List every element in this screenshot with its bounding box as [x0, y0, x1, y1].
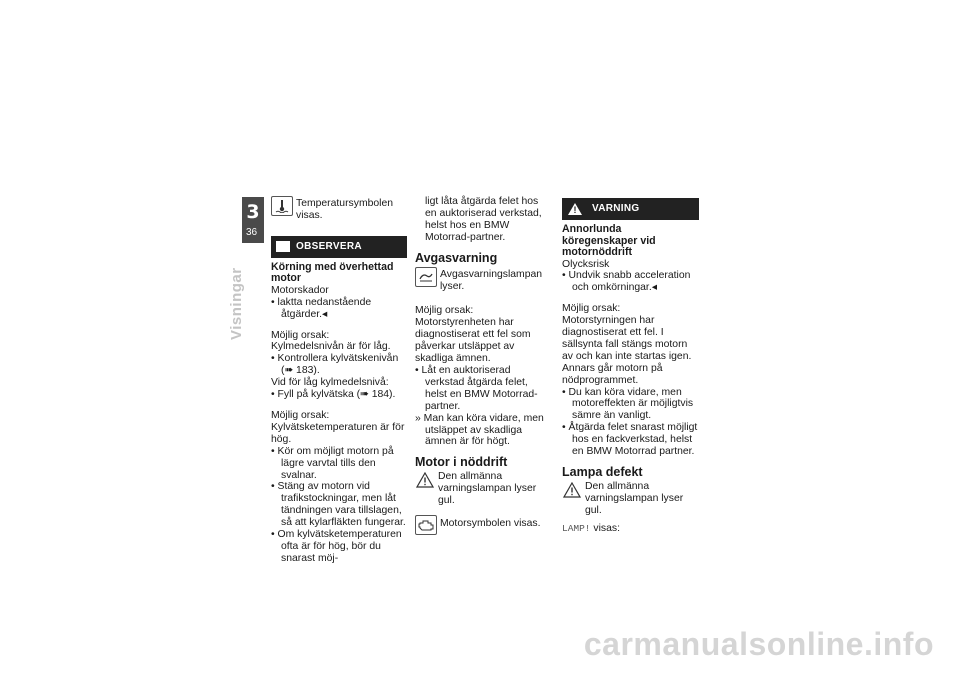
column-2	[415, 196, 551, 535]
cause-label: Möjlig orsak:	[562, 303, 621, 315]
notice-banner	[271, 236, 407, 258]
cause-label: Möjlig orsak:	[271, 409, 330, 421]
general-warning-icon	[562, 481, 582, 499]
heading-motor-noddrift: Motor i nöddrift	[415, 455, 508, 470]
heading-lampa-defekt: Lampa defekt	[562, 465, 643, 479]
warning-triangle-icon: !	[568, 203, 582, 215]
exhaust-icon	[415, 267, 437, 287]
bullet: • Låt en auktoriserad verkstad åtgärda felet, helst en BMW Motorrad-partner.	[415, 364, 538, 412]
lead-text: Motorskador	[271, 284, 329, 296]
bullet: » Man kan köra vidare, men utsläppet av skadliga ämnen är för högt.	[415, 412, 544, 448]
column-1	[271, 196, 407, 565]
section-label: Visningar	[228, 267, 245, 340]
lampa-lamp-row	[562, 481, 699, 517]
lampa-lamp-text: Den allmänna varningslampan lyser gul.	[585, 481, 684, 516]
motor-symbol-text: Motorsymbolen visas.	[440, 518, 541, 530]
text: Vid för låg kylmedelsnivå:	[271, 377, 389, 389]
bullet-text: Kontrollera kylvätskenivån (➠ 183).	[277, 353, 399, 377]
temp-symbol-text: Temperatursymbolen visas.	[296, 198, 394, 221]
watermark: carmanualsonline.info	[583, 626, 934, 662]
temperature-icon	[271, 196, 293, 216]
bullet: • Kontrollera kylvätskenivån (➠ 183).	[271, 353, 399, 377]
warning-banner	[562, 198, 699, 220]
bullet-text: Stäng av motorn vid trafikstockningar, men låt tändningen vara tillslagen, så att kylarfläkten fungerar.	[277, 481, 406, 529]
bullet: • Stäng av motorn vid trafikstockningar, men låt tändningen vara tillslagen, så att kylarfläkten fungerar.	[271, 481, 406, 529]
lead-text: Olycksrisk	[562, 258, 610, 270]
heading-emergency-handling: Annorlunda köregenskaper vid motornöddrift	[562, 223, 656, 258]
bullet-text: Man kan köra vidare, men utsläppet av skadliga ämnen är för högt.	[423, 412, 544, 448]
bullet: • Åtgärda felet snarast möjligt hos en fackverkstad, helst en BMW Motorrad partner.	[562, 422, 698, 458]
lamp-code-line	[562, 523, 699, 535]
notice-label: OBSERVERA	[296, 240, 362, 252]
bullet: • Kör om möjligt motorn på lägre varvtal tills den svalnar.	[271, 445, 394, 481]
bullet: • Om kylvätsketemperaturen ofta är för hög, bör du snarast möj-	[271, 529, 402, 564]
motor-symbol-row	[415, 515, 551, 535]
chapter-number: 3	[246, 201, 260, 223]
bullet-text: Fyll på kylvätska (➠ 184).	[277, 389, 396, 401]
bullet-text: Låt en auktoriserad verkstad åtgärda felet, helst en BMW Motorrad-partner.	[421, 364, 538, 412]
heading-overheat: Körning med överhettad motor	[271, 260, 394, 285]
motor-lamp-text: Den allmänna varningslampan lyser gul.	[438, 471, 537, 507]
cause-text: Kylvätsketemperaturen är för hög.	[271, 421, 405, 445]
page-number: 36	[246, 227, 258, 238]
engine-icon	[415, 515, 437, 535]
temp-symbol-row	[271, 196, 407, 222]
motor-lamp-row	[415, 471, 551, 507]
bullet-text: Åtgärda felet snarast möjligt hos en fackverkstad, helst en BMW Motorrad partner.	[568, 422, 698, 458]
bullet-text: Om kylvätsketemperaturen ofta är för hög, bör du snarast möj-	[277, 529, 402, 564]
bullet: • Fyll på kylvätska (➠ 184).	[271, 389, 396, 401]
bullet-text: Undvik snabb acceleration och omkörningar.◂	[568, 270, 691, 294]
cause-text: Kylmedelsnivån är för låg.	[271, 341, 391, 353]
column-3	[562, 196, 699, 535]
continued-text: ligt låta åtgärda felet hos en auktoriserad verkstad, helst hos en BMW Motorrad-partner.	[425, 196, 542, 243]
bullet-text: laktta nedanstående åtgärder.◂	[277, 296, 372, 320]
bullet: • Du kan köra vidare, men motoreffekten är möjligtvis sämre än vanligt.	[562, 386, 694, 422]
cause-text: Motorstyrenheten har diagnostiserat ett fel som påverkar utsläppet av skadliga ämnen.	[415, 317, 531, 365]
cause-label: Möjlig orsak:	[415, 305, 474, 317]
lamp-visas: visas:	[593, 522, 620, 534]
avgas-row	[415, 267, 551, 293]
bullet: • Undvik snabb acceleration och omkörningar.◂	[562, 270, 691, 294]
avgas-lamp-text: Avgasvarningslampan lyser.	[440, 268, 543, 292]
heading-avgasvarning: Avgasvarning	[415, 250, 498, 265]
bullet: • laktta nedanstående åtgärder.◂	[271, 296, 372, 320]
bullet-text: Kör om möjligt motorn på lägre varvtal tills den svalnar.	[277, 445, 394, 481]
cause-label: Möjlig orsak:	[271, 329, 330, 341]
general-warning-icon	[415, 471, 435, 489]
warning-label: VARNING	[592, 203, 640, 215]
lamp-code: LAMP!	[562, 522, 591, 534]
cause-text: Motorstyrningen har diagnostiserat ett fel. I sällsynta fall stängs motorn av och kan inte startas igen. Annars går motorn på nödprogrammet.	[562, 315, 692, 386]
notice-icon	[276, 241, 290, 252]
bullet-text: Du kan köra vidare, men motoreffekten är möjligtvis sämre än vanligt.	[568, 386, 694, 422]
